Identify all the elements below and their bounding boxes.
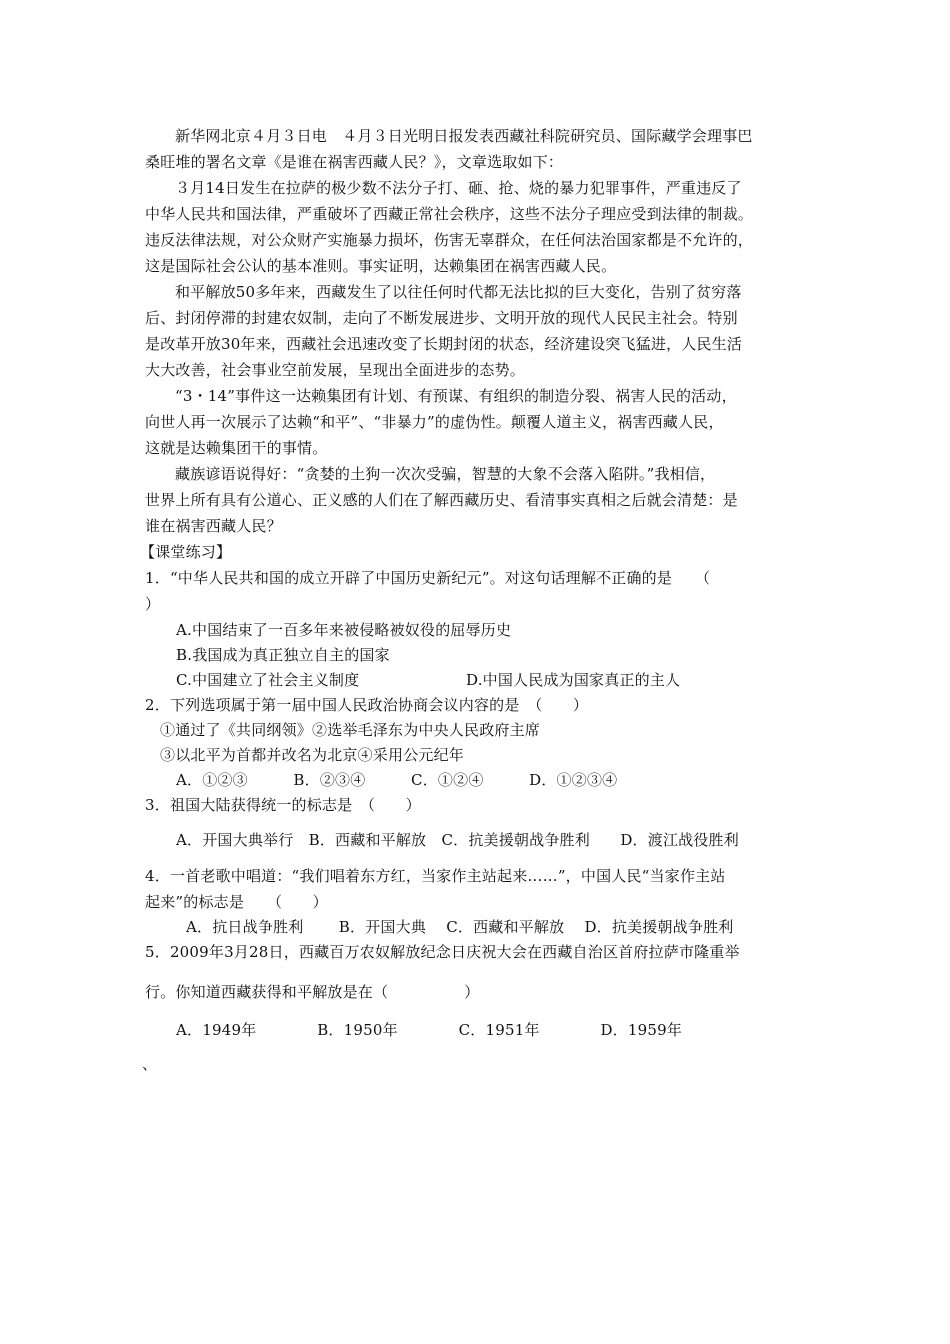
question-1-stem: 1．“中华人民共和国的成立开辟了中国历史新纪元”。对这句话理解不正确的是 （ xyxy=(145,569,711,587)
question-4-options: A．抗日战争胜利 B．开国大典 C．西藏和平解放 D．抗美援朝战争胜利 xyxy=(186,918,734,936)
question-1-option-a: A.中国结束了一百多年来被侵略被奴役的屈辱历史 xyxy=(176,621,512,639)
question-3-options: A．开国大典举行 B．西藏和平解放 C．抗美援朝战争胜利 D．渡江战役胜利 xyxy=(176,831,739,849)
article-p4-line3: 这就是达赖集团干的事情。 xyxy=(145,439,328,457)
question-1-option-b: B.我国成为真正独立自主的国家 xyxy=(176,646,390,664)
article-p1-line1: 新华网北京４月３日电 ４月３日光明日报发表西藏社科院研究员、国际藏学会理事巴 xyxy=(175,127,753,145)
article-p2-line4: 这是国际社会公认的基本准则。事实证明，达赖集团在祸害西藏人民。 xyxy=(145,257,617,275)
article-p2-line3: 违反法律法规，对公众财产实施暴力损坏，伤害无辜群众，在任何法治国家都是不允许的， xyxy=(145,231,754,249)
question-2-item-1: ①通过了《共同纲领》②选举毛泽东为中央人民政府主席 xyxy=(160,721,541,739)
question-2-stem: 2．下列选项属于第一届中国人民政治协商会议内容的是 （ ） xyxy=(145,696,589,714)
article-p3-line4: 大大改善，社会事业空前发展，呈现出全面进步的态势。 xyxy=(145,361,526,379)
question-1-stem-cont: ） xyxy=(145,595,161,613)
question-4-stem-cont: 起来”的标志是 （ ） xyxy=(145,893,328,911)
question-1-option-c: C.中国建立了社会主义制度 xyxy=(176,671,360,689)
question-5-options: A．1949年 B．1950年 C．1951年 D．1959年 xyxy=(176,1021,683,1039)
article-p4-line1: “3・14”事件这一达赖集团有计划、有预谋、有组织的制造分裂、祸害人民的活动， xyxy=(175,387,737,405)
question-2-item-2: ③以北平为首都并改名为北京④采用公元纪年 xyxy=(160,746,465,764)
section-heading: 【课堂练习】 xyxy=(140,543,232,561)
article-p5-line3: 谁在祸害西藏人民？ xyxy=(145,517,282,535)
question-5-stem: 5．2009年3月28日，西藏百万农奴解放纪念日庆祝大会在西藏自治区首府拉萨市隆重举 xyxy=(145,943,740,961)
article-p3-line2: 后、封闭停滞的封建农奴制，走向了不断发展进步、文明开放的现代人民民主社会。特别 xyxy=(145,309,738,327)
trailing-mark: 、 xyxy=(142,1055,158,1073)
question-3-stem: 3．祖国大陆获得统一的标志是 （ ） xyxy=(145,796,421,814)
question-2-options: A．①②③ B．②③④ C．①②④ D．①②③④ xyxy=(176,771,618,789)
question-1-option-d: D.中国人民成为国家真正的主人 xyxy=(466,671,681,689)
article-p3-line1: 和平解放50多年来，西藏发生了以往任何时代都无法比拟的巨大变化，告别了贫穷落 xyxy=(175,283,742,301)
article-p1-line2: 桑旺堆的署名文章《是谁在祸害西藏人民？》，文章选取如下： xyxy=(145,153,564,171)
article-p5-line2: 世界上所有具有公道心、正义感的人们在了解西藏历史、看清事实真相之后就会清楚：是 xyxy=(145,491,738,509)
article-p2-line2: 中华人民共和国法律，严重破坏了西藏正常社会秩序，这些不法分子理应受到法律的制裁。 xyxy=(145,205,754,223)
article-p5-line1: 藏族谚语说得好：“贪婪的土狗一次次受骗，智慧的大象不会落入陷阱。”我相信， xyxy=(175,465,716,483)
question-5-stem-cont: 行。你知道西藏获得和平解放是在（ ） xyxy=(145,983,480,1001)
article-p2-line1: ３月14日发生在拉萨的极少数不法分子打、砸、抢、烧的暴力犯罪事件，严重违反了 xyxy=(175,179,742,197)
question-4-stem: 4．一首老歌中唱道：“我们唱着东方红，当家作主站起来……”，中国人民“当家作主站 xyxy=(145,867,726,885)
article-p3-line3: 是改革开放30年来，西藏社会迅速改变了长期封闭的状态，经济建设突飞猛进，人民生活 xyxy=(145,335,743,353)
article-p4-line2: 向世人再一次展示了达赖“和平”、“非暴力”的虚伪性。颠覆人道主义，祸害西藏人民， xyxy=(145,413,724,431)
